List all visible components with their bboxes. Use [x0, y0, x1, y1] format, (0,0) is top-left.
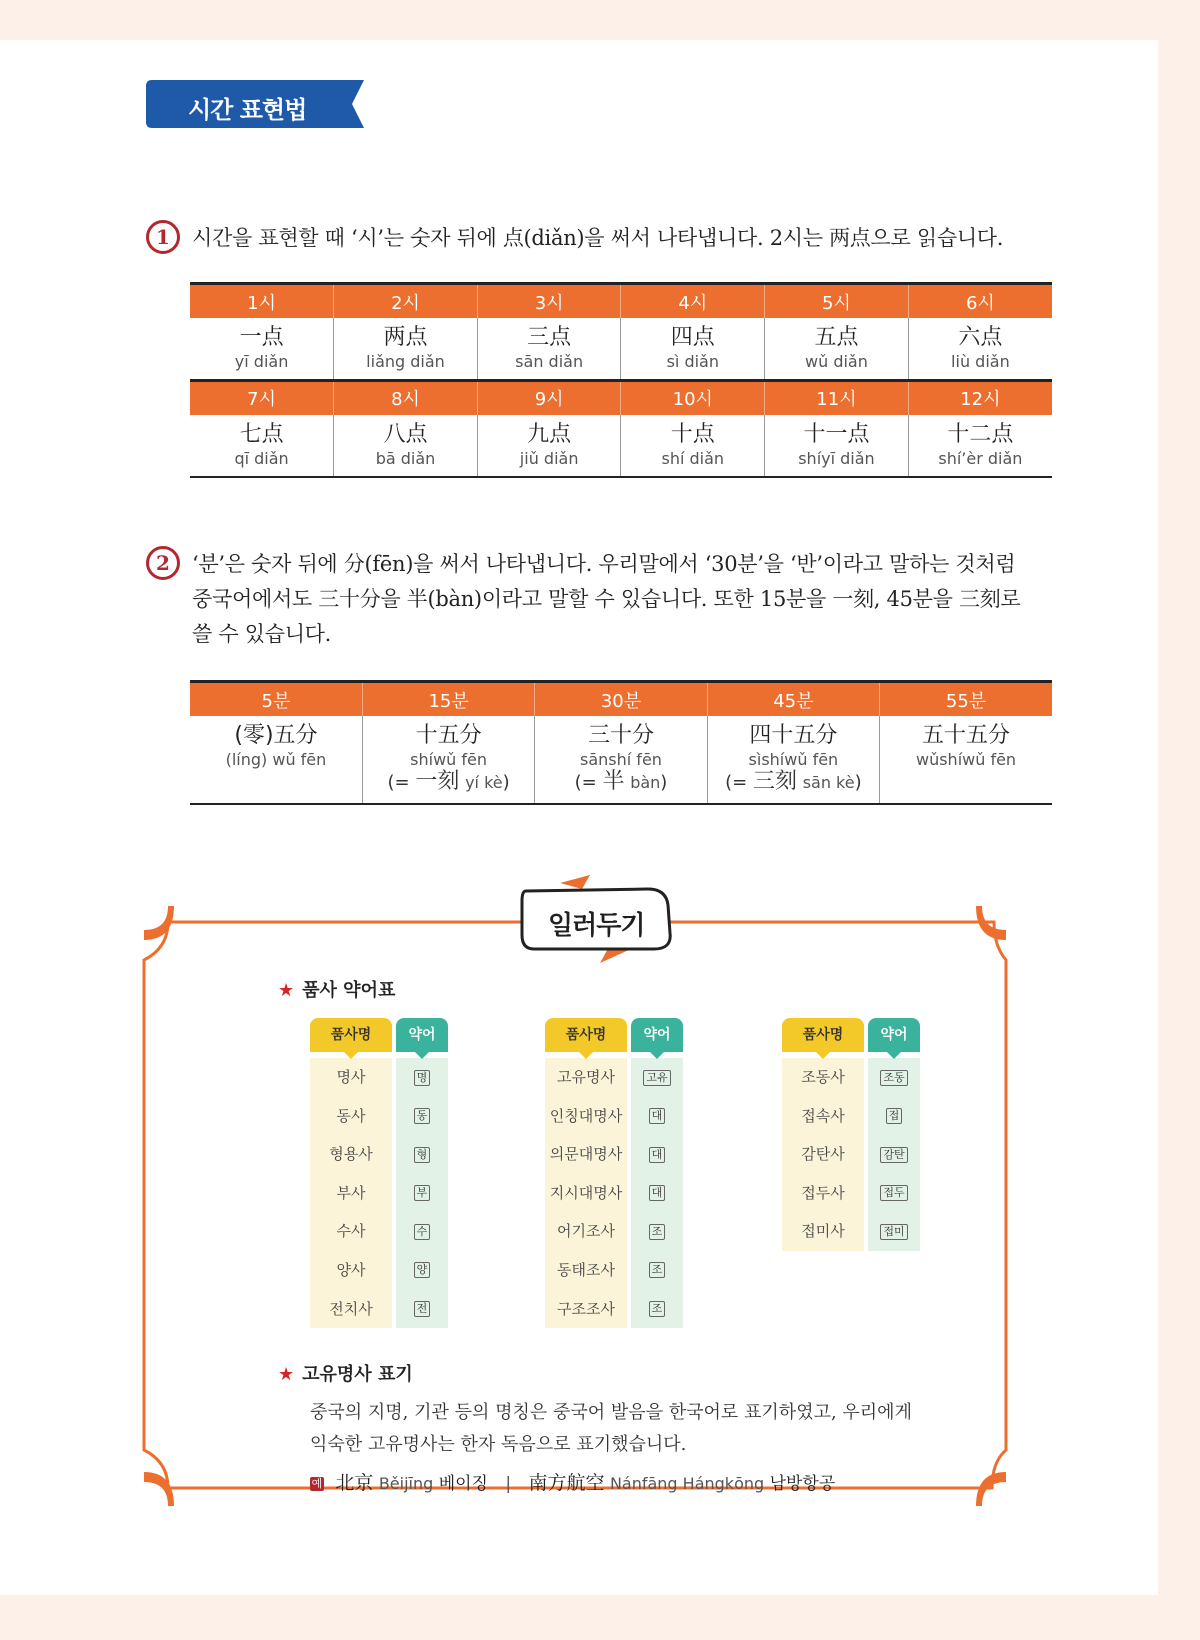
pos-abbr: 전 — [414, 1301, 431, 1317]
minute-equivalent: (= 三刻 sān kè) — [725, 769, 862, 794]
pos-abbr: 고유 — [643, 1070, 670, 1086]
pos-name: 구조조사 — [545, 1290, 627, 1329]
pos-abbr-cell — [396, 1097, 448, 1136]
pos-abbr: 동 — [414, 1108, 431, 1124]
hours-table — [190, 282, 1052, 478]
pos-abbr: 접미 — [880, 1224, 907, 1240]
pos-abbr: 양 — [414, 1262, 431, 1278]
proper-heading-text: 고유명사 표기 — [302, 1364, 413, 1385]
pos-heading — [278, 976, 395, 1002]
pos-name: 접미사 — [782, 1212, 864, 1251]
pos-abbr: 대 — [649, 1108, 666, 1124]
hour-label: 9시 — [477, 380, 621, 415]
hour-cell — [477, 318, 621, 380]
pos-name: 수사 — [310, 1212, 392, 1251]
pos-name: 동사 — [310, 1097, 392, 1136]
minute-pinyin: sìshíwǔ fēn — [748, 750, 839, 769]
pos-col-abbr: 약어 — [631, 1018, 683, 1052]
point-1-text: 시간을 표현할 때 ‘시’는 숫자 뒤에 点(diǎn)을 써서 나타냅니다. 2시는 两点으로 읽습니다. — [192, 226, 1004, 250]
example-2-hanzi: 南方航空 — [528, 1472, 605, 1494]
pos-name: 접두사 — [782, 1174, 864, 1213]
pos-col-abbr: 약어 — [868, 1018, 920, 1052]
hour-hanzi: 一点 — [239, 325, 284, 350]
pos-row — [782, 1135, 920, 1174]
pos-abbr-cell — [396, 1251, 448, 1290]
minute-cell — [707, 716, 879, 804]
hour-cell — [621, 318, 765, 380]
pos-name: 조동사 — [782, 1058, 864, 1097]
example-badge: 예 — [311, 1477, 323, 1490]
example-2-pinyin: Nánfāng Hángkōng — [609, 1474, 765, 1493]
hour-cell — [908, 415, 1052, 477]
hour-pinyin: shí’èr diǎn — [938, 448, 1023, 468]
pos-name: 고유명사 — [545, 1058, 627, 1097]
pos-abbr: 조 — [649, 1301, 666, 1317]
minute-hanzi: 五十五分 — [922, 723, 1011, 748]
minute-cell — [535, 716, 707, 804]
pos-abbr-cell — [631, 1290, 683, 1329]
hour-label: 8시 — [334, 380, 478, 415]
pos-abbr: 조 — [649, 1224, 666, 1240]
equivalent-pinyin: sān kè — [802, 773, 855, 792]
equivalent-hanzi: 一刻 — [415, 769, 460, 794]
pos-abbr-cell — [868, 1212, 920, 1251]
star-icon: ★ — [278, 980, 295, 1001]
star-icon: ★ — [278, 1364, 295, 1385]
minute-hanzi: 十五分 — [415, 723, 482, 748]
pos-abbr: 명 — [414, 1070, 431, 1086]
pos-col-name: 품사명 — [310, 1018, 392, 1052]
point-2-line-1: ‘분’은 숫자 뒤에 分(fēn)을 써서 나타냅니다. 우리말에서 ‘30분’을 ‘반’이라고 말하는 것처럼 — [192, 552, 1016, 576]
hour-hanzi: 十一点 — [803, 421, 870, 447]
pos-header — [545, 1018, 683, 1058]
hour-cell — [477, 415, 621, 477]
pos-abbr: 감탄 — [880, 1147, 907, 1163]
pos-abbr-cell — [631, 1212, 683, 1251]
minute-equivalent: (= 半 bàn) — [574, 769, 668, 794]
pos-row — [310, 1097, 448, 1136]
point-2-line-3: 쓸 수 있습니다. — [192, 622, 332, 646]
example-1-pinyin: Běijīng — [378, 1474, 434, 1493]
pos-abbr-cell — [868, 1174, 920, 1213]
minute-cell — [362, 716, 534, 804]
pos-name: 양사 — [310, 1251, 392, 1290]
section-title: 시간 표현법 — [188, 96, 307, 124]
pos-name: 어기조사 — [545, 1212, 627, 1251]
pos-row — [545, 1097, 683, 1136]
hour-hanzi: 三点 — [527, 325, 572, 350]
hour-cell — [334, 318, 478, 380]
minutes-value-row — [190, 716, 1052, 804]
hour-hanzi: 两点 — [383, 325, 428, 350]
minutes-table — [190, 680, 1052, 805]
pos-name: 접속사 — [782, 1097, 864, 1136]
pos-table-1 — [310, 1018, 448, 1328]
hour-label: 5시 — [765, 284, 909, 319]
pos-abbr-cell — [396, 1135, 448, 1174]
hour-cell — [765, 415, 909, 477]
hour-label: 7시 — [190, 380, 334, 415]
minute-equivalent: (= 一刻 yí kè) — [387, 769, 510, 794]
hour-label: 11시 — [765, 380, 909, 415]
hour-cell — [908, 318, 1052, 380]
pos-abbr-cell — [396, 1174, 448, 1213]
hour-pinyin: sì diǎn — [666, 352, 719, 371]
equivalent-pinyin: yí kè — [465, 773, 503, 792]
hour-hanzi: 九点 — [527, 421, 572, 447]
equivalent-hanzi: 三刻 — [752, 769, 797, 794]
point-2-line-2: 중국어에서도 三十分을 半(bàn)이라고 말할 수 있습니다. 또한 15분을 一刻, 45분을 三刻로 — [192, 587, 1021, 611]
hours-value-row-2 — [190, 415, 1052, 477]
hour-hanzi: 七点 — [239, 421, 284, 447]
pos-row — [782, 1174, 920, 1213]
pos-abbr: 조동 — [880, 1070, 907, 1086]
hour-hanzi: 十点 — [670, 421, 715, 447]
hours-header-row-2 — [190, 380, 1052, 415]
proper-heading — [278, 1360, 413, 1386]
hour-pinyin: yī diǎn — [234, 352, 289, 371]
pos-row — [310, 1058, 448, 1097]
pos-row — [782, 1212, 920, 1251]
pos-name: 의문대명사 — [545, 1135, 627, 1174]
hour-hanzi: 五点 — [814, 325, 859, 350]
minute-label: 15분 — [362, 682, 534, 717]
example-2-korean: 남방항공 — [769, 1474, 836, 1494]
pos-name: 명사 — [310, 1058, 392, 1097]
pos-abbr-cell — [396, 1212, 448, 1251]
hours-value-row-1 — [190, 318, 1052, 380]
example-line — [310, 1468, 835, 1495]
pos-name: 형용사 — [310, 1135, 392, 1174]
point-2-badge: 2 — [146, 546, 180, 580]
minutes-header-row — [190, 682, 1052, 717]
pos-row — [545, 1174, 683, 1213]
hour-hanzi: 六点 — [958, 325, 1003, 350]
proper-line-2: 익숙한 고유명사는 한자 독음으로 표기했습니다. — [310, 1434, 687, 1455]
equivalent-hanzi: 半 — [602, 769, 625, 794]
hour-pinyin: sān diǎn — [515, 352, 584, 371]
pos-abbr-cell — [631, 1135, 683, 1174]
pos-abbr: 조 — [649, 1262, 666, 1278]
minute-cell — [190, 716, 362, 804]
pos-abbr: 부 — [414, 1185, 431, 1201]
pos-name: 감탄사 — [782, 1135, 864, 1174]
hour-cell — [765, 318, 909, 380]
section-banner — [146, 80, 364, 128]
hour-pinyin: wǔ diǎn — [805, 352, 868, 371]
minute-pinyin: sānshí fēn — [580, 750, 662, 769]
minute-hanzi: (零)五分 — [234, 723, 318, 748]
hour-label: 12시 — [908, 380, 1052, 415]
hour-pinyin: jiǔ diǎn — [519, 448, 579, 468]
pos-abbr-cell — [868, 1058, 920, 1097]
proper-line-1: 중국의 지명, 기관 등의 명칭은 중국어 발음을 한국어로 표기하였고, 우리에게 — [310, 1402, 912, 1423]
hour-label: 6시 — [908, 284, 1052, 319]
pos-abbr: 대 — [649, 1147, 666, 1163]
minute-pinyin: (líng) wǔ fēn — [225, 750, 327, 769]
pos-abbr-cell — [868, 1097, 920, 1136]
hour-hanzi: 八点 — [383, 421, 428, 447]
pos-row — [545, 1212, 683, 1251]
equivalent-pinyin: bàn — [630, 773, 661, 792]
hour-pinyin: shíyī diǎn — [798, 448, 875, 468]
hour-hanzi: 十二点 — [947, 421, 1014, 447]
hour-label: 3시 — [477, 284, 621, 319]
pos-col-name: 품사명 — [545, 1018, 627, 1052]
minute-cell — [880, 716, 1052, 804]
hour-cell — [334, 415, 478, 477]
pos-abbr: 접두 — [880, 1185, 907, 1201]
point-1-badge: 1 — [146, 220, 180, 254]
pos-abbr-cell — [631, 1097, 683, 1136]
minute-label: 55분 — [880, 682, 1052, 717]
hours-header-row-1 — [190, 284, 1052, 319]
hour-pinyin: bā diǎn — [375, 448, 436, 468]
pos-abbr-cell — [396, 1058, 448, 1097]
pos-row — [545, 1135, 683, 1174]
hour-pinyin: qī diǎn — [234, 448, 289, 468]
pos-name: 지시대명사 — [545, 1174, 627, 1213]
pos-name: 전치사 — [310, 1290, 392, 1329]
note-title-ribbon — [520, 875, 680, 965]
pos-col-name: 품사명 — [782, 1018, 864, 1052]
hour-pinyin: shí diǎn — [661, 448, 725, 468]
pos-row — [310, 1212, 448, 1251]
pos-row — [782, 1097, 920, 1136]
minute-pinyin: shíwǔ fēn — [410, 750, 488, 769]
hour-cell — [190, 318, 334, 380]
example-separator: | — [505, 1474, 512, 1494]
hour-label: 4시 — [621, 284, 765, 319]
pos-abbr-cell — [631, 1251, 683, 1290]
pos-name: 부사 — [310, 1174, 392, 1213]
hour-label: 10시 — [621, 380, 765, 415]
hour-hanzi: 四点 — [670, 325, 715, 350]
pos-col-abbr: 약어 — [396, 1018, 448, 1052]
pos-name: 인칭대명사 — [545, 1097, 627, 1136]
minute-hanzi: 四十五分 — [749, 723, 838, 748]
pos-row — [782, 1058, 920, 1097]
hour-cell — [621, 415, 765, 477]
pos-row — [310, 1251, 448, 1290]
hour-label: 2시 — [334, 284, 478, 319]
example-1-korean: 베이징 — [438, 1474, 488, 1494]
pos-row — [310, 1174, 448, 1213]
hour-pinyin: liù diǎn — [951, 352, 1010, 371]
pos-abbr-cell — [868, 1135, 920, 1174]
pos-abbr-cell — [631, 1174, 683, 1213]
pos-abbr-cell — [396, 1290, 448, 1329]
pos-row — [310, 1290, 448, 1329]
pos-row — [545, 1290, 683, 1329]
hour-label: 1시 — [190, 284, 334, 319]
pos-header — [782, 1018, 920, 1058]
pos-abbr: 대 — [649, 1185, 666, 1201]
minute-label: 5분 — [190, 682, 362, 717]
minute-label: 45분 — [707, 682, 879, 717]
pos-abbr-cell — [631, 1058, 683, 1097]
pos-name: 동태조사 — [545, 1251, 627, 1290]
pos-row — [545, 1251, 683, 1290]
minute-pinyin: wǔshíwǔ fēn — [915, 750, 1017, 769]
minute-label: 30분 — [535, 682, 707, 717]
example-1-hanzi: 北京 — [335, 1472, 374, 1494]
pos-header — [310, 1018, 448, 1058]
minute-hanzi: 三十分 — [587, 723, 654, 748]
pos-row — [310, 1135, 448, 1174]
pos-abbr: 수 — [414, 1224, 431, 1240]
pos-table-2 — [545, 1018, 683, 1328]
pos-row — [545, 1058, 683, 1097]
pos-heading-text: 품사 약어표 — [302, 980, 396, 1001]
pos-abbr: 형 — [414, 1147, 431, 1163]
note-title: 일러두기 — [548, 911, 645, 941]
hour-cell — [190, 415, 334, 477]
pos-abbr: 접 — [886, 1108, 903, 1124]
hour-pinyin: liǎng diǎn — [366, 352, 445, 371]
pos-table-3 — [782, 1018, 920, 1251]
